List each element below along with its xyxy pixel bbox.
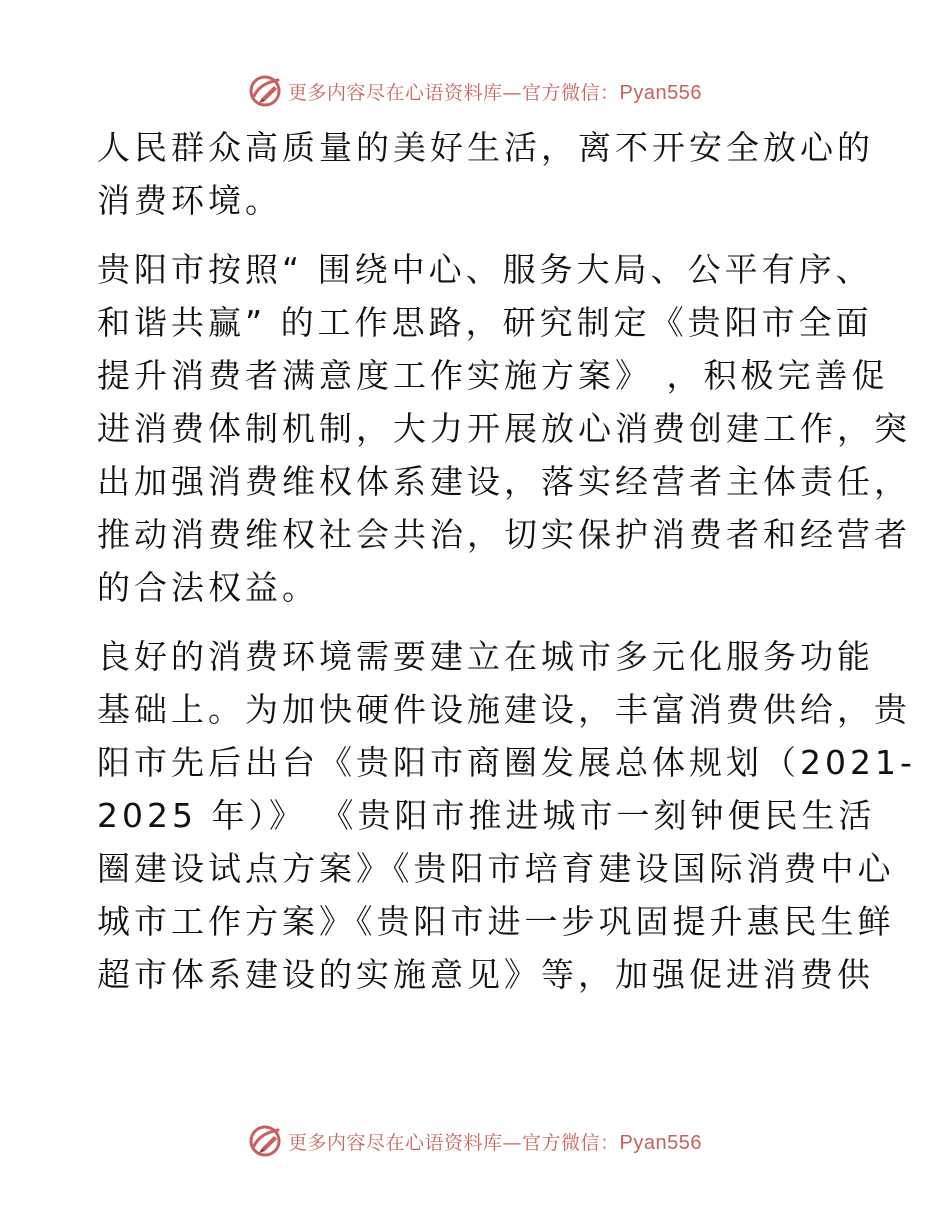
text-line: 的合法权益。: [97, 568, 319, 607]
text-line: 人民群众高质量的美好生活，离不开安全放心的: [97, 128, 874, 167]
paragraph: [97, 243, 911, 614]
text-line: 基础上。为加快硬件设施建设，丰富消费供给，贵: [97, 690, 911, 729]
text-line: 2025 年）》 《贵阳市推进城市一刻钟便民生活: [97, 796, 876, 835]
wechat-id: Pyan556: [619, 1131, 702, 1154]
text-line: 推动消费维权社会共治，切实保护消费者和经营者: [97, 515, 911, 554]
footer-watermark: [0, 1121, 950, 1161]
text-line: 消费环境。: [97, 181, 282, 220]
paragraph: [97, 121, 874, 227]
text-line: 城市工作方案》《贵阳市进一步巩固提升惠民生鲜: [97, 902, 895, 941]
watermark-text: 更多内容尽在心语资料库—官方微信：Pyan556: [288, 1131, 702, 1154]
document-body: [97, 121, 916, 1017]
text-line: 出加强消费维权体系建设，落实经营者主体责任，: [97, 462, 911, 501]
text-line: 和谐共赢” 的工作思路，研究制定《贵阳市全面: [97, 303, 873, 342]
text-line: 良好的消费环境需要建立在城市多元化服务功能: [97, 637, 874, 676]
text-line: 阳市先后出台《贵阳市商圈发展总体规划（2021-: [97, 743, 916, 782]
wechat-id: Pyan556: [619, 81, 702, 104]
text-line: 圈建设试点方案》《贵阳市培育建设国际消费中心: [97, 849, 895, 888]
text-line: 贵阳市按照“ 围绕中心、服务大局、公平有序、: [97, 250, 873, 289]
text-line: 提升消费者满意度工作实施方案》 ，积极完善促: [97, 356, 889, 395]
text-line: 超市体系建设的实施意见》等，加强促进消费供: [97, 955, 874, 994]
pen-logo-icon: [248, 74, 282, 108]
watermark-text: 更多内容尽在心语资料库—官方微信：Pyan556: [288, 81, 702, 104]
header-watermark: [0, 71, 950, 111]
pen-logo-icon: [248, 1124, 282, 1158]
text-line: 进消费体制机制，大力开展放心消费创建工作，突: [97, 409, 911, 448]
paragraph: [97, 630, 916, 1001]
